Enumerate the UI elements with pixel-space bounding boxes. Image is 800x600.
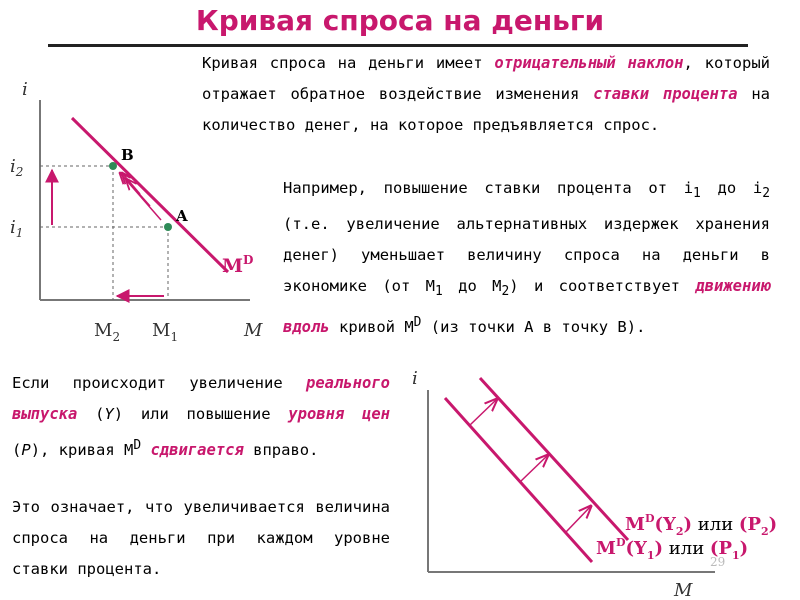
- p1-emphasis-interest-rate: ставки процента: [593, 85, 738, 103]
- p3-text-1: Если происходит увеличение: [12, 374, 306, 392]
- point-b-label: B: [121, 146, 134, 164]
- demand-curve-y1: [445, 398, 592, 562]
- p3-text-4: (: [12, 441, 22, 460]
- curve-label-y1: $M^D(Y_1)$ или $(P_1)$: [596, 536, 749, 562]
- p3-text-3: ) или повышение: [113, 405, 289, 423]
- p3-text-5: ), кривая M: [30, 441, 134, 460]
- point-a: [164, 223, 172, 231]
- p2-text-3: (т.е. увеличение альтернативных издержек хранения денег) уменьшает величину спроса на деньги в экономике (от M: [283, 215, 770, 296]
- p3-sup-d: D: [133, 438, 142, 453]
- paragraph-shift: [12, 368, 390, 466]
- p3-text-7: вправо.: [243, 441, 319, 460]
- demand-curve: [72, 118, 228, 272]
- p2-sub-2: 2: [762, 186, 770, 202]
- p1-text-2: , который отражает обратное воздействие изменения: [202, 54, 770, 103]
- y-axis-label-2: i: [412, 368, 418, 389]
- p2-text-6: кривой M: [329, 318, 414, 337]
- y-axis-label: i: [22, 79, 28, 100]
- x-axis-label-2: M: [674, 580, 693, 600]
- p3-emphasis-shifts: сдвигается: [150, 441, 244, 460]
- paragraph-meaning: Это означает, что увеличивается величина спроса на деньги при каждом уровне ставки процента.: [12, 498, 390, 578]
- p2-sub-4: 2: [501, 284, 510, 300]
- tick-label-i1: $i_1$: [10, 217, 24, 240]
- p3-emphasis-real-output: реального выпуска: [12, 374, 390, 423]
- page-number: 29: [710, 555, 726, 569]
- p2-text-1: Например, повышение ставки процента от i: [283, 179, 694, 197]
- slide-title: Кривая спроса на деньги: [195, 4, 605, 37]
- p3-text-2: (: [77, 405, 105, 423]
- p3-italic-p: P: [21, 441, 31, 460]
- tick-label-i2: $i_2$: [10, 156, 24, 179]
- tick-label-m2: $M_2$: [94, 320, 121, 344]
- p2-text-7: (из точки А в точку В).: [421, 318, 646, 337]
- tick-label-m1: $M_1$: [152, 320, 179, 344]
- p2-sub-3: 1: [435, 284, 443, 300]
- demand-movement-diagram: [0, 60, 290, 360]
- shift-arrow-3: [566, 506, 591, 532]
- demand-shift-diagram: [400, 360, 800, 600]
- p2-text-4: до M: [442, 277, 502, 296]
- curve-label-md: $M^D$: [222, 253, 254, 277]
- title-underline: [48, 44, 748, 47]
- p1-emphasis-negative-slope: отрицательный наклон: [494, 54, 684, 72]
- x-axis-label: M: [244, 320, 263, 341]
- shift-arrow-2: [521, 455, 548, 481]
- p2-text-5: ) и соответствует: [509, 277, 696, 296]
- p1-text-3: на количество денег, на которое предъявляется спрос.: [202, 85, 770, 134]
- p1-text-1: Кривая спроса на деньги имеет: [202, 54, 495, 72]
- point-a-label: A: [176, 207, 188, 225]
- point-b: [109, 162, 117, 170]
- p3-emphasis-price-level: уровня цен: [288, 405, 391, 423]
- shift-arrow-1: [470, 399, 497, 425]
- p2-emphasis-movement-along: движению вдоль: [283, 277, 770, 337]
- demand-curve-y2: [480, 378, 628, 540]
- paragraph-example: [283, 173, 770, 343]
- curve-label-y2: $M^D(Y_2)$ или $(P_2)$: [625, 512, 778, 538]
- p3-italic-y: Y: [104, 405, 114, 423]
- p2-sub-1: 1: [693, 186, 701, 202]
- p2-sup-d: D: [413, 315, 422, 331]
- p2-text-2: до i: [700, 179, 763, 197]
